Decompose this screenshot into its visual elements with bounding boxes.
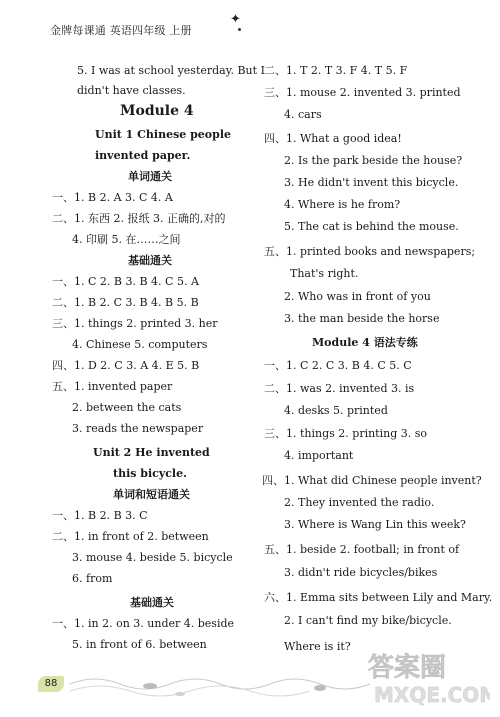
svg-text:MXQE.COM: MXQE.COM xyxy=(374,683,490,707)
watermark-logo xyxy=(360,640,490,710)
page-number: 88 xyxy=(38,676,64,692)
svg-text:答案圈: 答案圈 xyxy=(368,653,447,683)
answer-line: 3. reads the newspaper xyxy=(72,422,204,435)
section-heading: Module 4 语法专练 xyxy=(312,336,418,349)
section-heading: invented paper. xyxy=(95,149,191,162)
answer-line: 一、1. C 2. C 3. B 4. C 5. C xyxy=(264,359,412,372)
answer-line: 一、1. C 2. B 3. B 4. C 5. A xyxy=(52,275,199,288)
answer-line: 四、1. D 2. C 3. A 4. E 5. B xyxy=(52,359,200,372)
answer-line: 5. I was at school yesterday. But I xyxy=(77,64,265,77)
answer-line: 3. Where is Wang Lin this week? xyxy=(284,518,466,531)
answer-line: 二、1. was 2. invented 3. is xyxy=(264,382,415,395)
answer-line: 三、1. mouse 2. invented 3. printed xyxy=(264,86,461,99)
star-icon: ✦ xyxy=(230,12,241,27)
answer-line: 2. between the cats xyxy=(72,401,182,414)
answer-line: Where is it? xyxy=(284,640,351,653)
answer-line: 五、1. invented paper xyxy=(52,380,173,393)
answer-line: 6. from xyxy=(72,572,113,585)
book-title: 金牌每课通 英语四年级 上册 xyxy=(50,24,192,37)
answer-line: That's right. xyxy=(290,267,359,280)
answer-line: 一、1. in 2. on 3. under 4. beside xyxy=(52,617,235,630)
answer-line: 4. Where is he from? xyxy=(284,198,401,211)
answer-line: 四、1. What a good idea! xyxy=(264,132,402,145)
section-heading: Unit 1 Chinese people xyxy=(95,128,232,141)
section-heading: Module 4 xyxy=(120,103,194,119)
answer-line: 3. the man beside the horse xyxy=(284,312,440,325)
section-heading: 单词通关 xyxy=(128,170,172,183)
answer-line: 五、1. printed books and newspapers; xyxy=(264,245,476,258)
answer-line: 5. The cat is behind the mouse. xyxy=(284,220,459,233)
answer-line: 六、1. Emma sits between Lily and Mary. xyxy=(264,591,493,604)
answer-line: 2. Is the park beside the house? xyxy=(284,154,463,167)
answer-line: 二、1. B 2. C 3. B 4. B 5. B xyxy=(52,296,199,309)
answer-line: 5. in front of 6. between xyxy=(72,638,207,651)
answer-line: 4. desks 5. printed xyxy=(284,404,388,417)
section-heading: 基础通关 xyxy=(130,596,174,609)
answer-line: 2. I can't find my bike/bicycle. xyxy=(284,614,452,627)
answer-line: 4. Chinese 5. computers xyxy=(72,338,208,351)
answer-line: 二、1. T 2. T 3. F 4. T 5. F xyxy=(264,64,408,77)
answer-line: 4. 印刷 5. 在……之间 xyxy=(72,233,181,246)
answer-line: 一、1. B 2. B 3. C xyxy=(52,509,148,522)
answer-line: 3. didn't ride bicycles/bikes xyxy=(284,566,438,579)
answer-line: 二、1. 东西 2. 报纸 3. 正确的,对的 xyxy=(52,212,226,225)
answer-line: 三、1. things 2. printing 3. so xyxy=(264,427,427,440)
section-heading: 基础通关 xyxy=(128,254,172,267)
answer-line: 五、1. beside 2. football; in front of xyxy=(264,543,460,556)
answer-line: 3. mouse 4. beside 5. bicycle xyxy=(72,551,233,564)
answer-line: didn't have classes. xyxy=(77,84,186,97)
answer-line: 4. cars xyxy=(284,108,322,121)
page-header xyxy=(0,0,500,50)
dot-decoration xyxy=(238,28,241,31)
answer-line: 2. Who was in front of you xyxy=(284,290,431,303)
answer-line: 4. important xyxy=(284,449,354,462)
answer-line: 四、1. What did Chinese people invent? xyxy=(262,474,482,487)
answer-line: 一、1. B 2. A 3. C 4. A xyxy=(52,191,173,204)
answer-line: 3. He didn't invent this bicycle. xyxy=(284,176,459,189)
section-heading: 单词和短语通关 xyxy=(113,488,190,501)
answer-line: 三、1. things 2. printed 3. her xyxy=(52,317,218,330)
answer-line: 二、1. in front of 2. between xyxy=(52,530,209,543)
section-heading: this bicycle. xyxy=(113,467,187,480)
answer-line: 2. They invented the radio. xyxy=(284,496,435,509)
section-heading: Unit 2 He invented xyxy=(93,446,210,459)
